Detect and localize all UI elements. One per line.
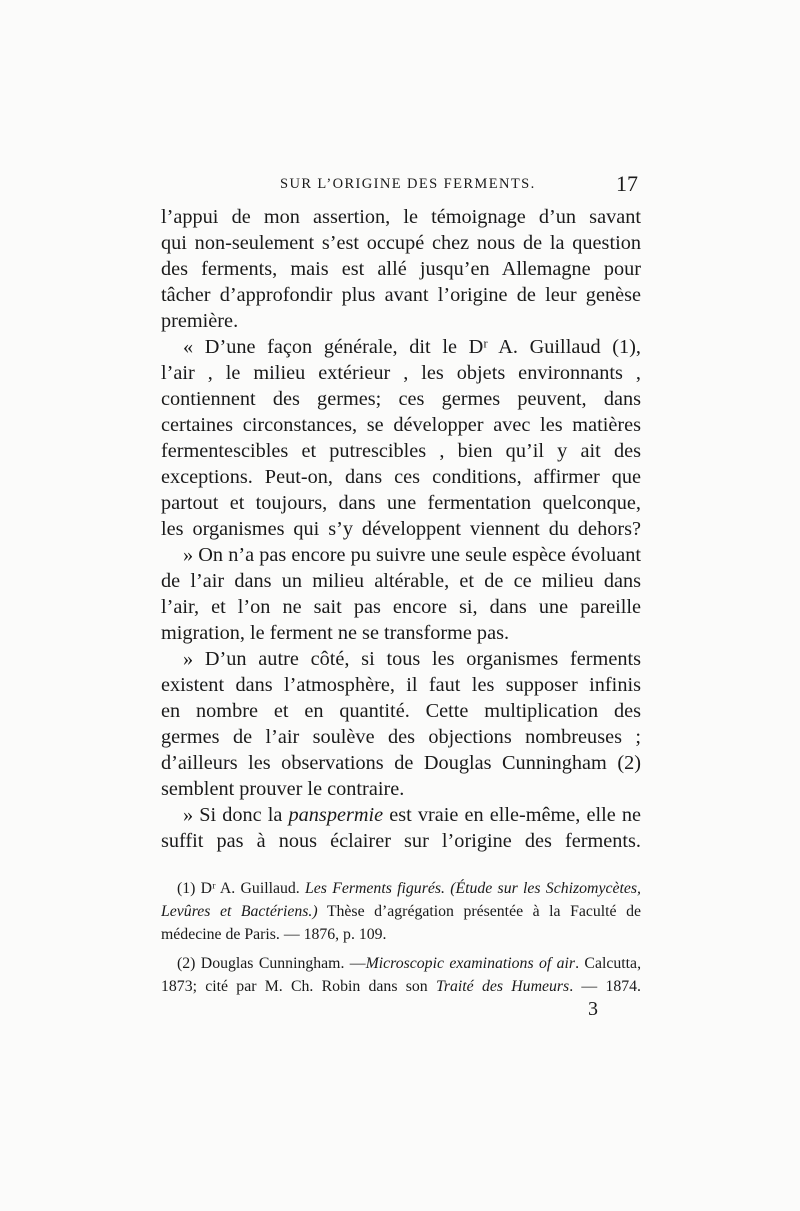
text-line: migration, le ferment ne se transforme pas.	[161, 622, 510, 644]
footnote-fragment: (2) Douglas Cunningham. —	[177, 955, 366, 972]
text-line: existent dans l’atmosphère, il faut les supposer infinis	[161, 674, 641, 696]
footnote-italic: Traité des Humeurs	[435, 978, 570, 995]
footnote-line	[161, 877, 641, 900]
text-line: contiennent des germes; ces germes peuvent, dans	[161, 388, 641, 410]
body-text	[161, 204, 641, 854]
text-line: l’air , le milieu extérieur , les objets environnants ,	[161, 362, 641, 384]
text-line: d’ailleurs les observations de Douglas Cunningham (2)	[161, 752, 641, 774]
text-fragment: » Si donc la	[183, 804, 289, 826]
italic-term: panspermie	[288, 804, 384, 826]
text-line: semblent prouver le contraire.	[161, 778, 405, 800]
text-line: l’appui de mon assertion, le témoignage d’un savant	[161, 206, 641, 228]
footnote-italic: Levûres et Bactériens.)	[161, 903, 318, 920]
footnote-fragment: . Calcutta,	[575, 955, 641, 972]
text-line	[161, 802, 641, 828]
text-line: tâcher d’approfondir plus avant l’origine de leur genèse	[161, 284, 641, 306]
page-number: 17	[616, 171, 638, 196]
running-title: SUR L’ORIGINE DES FERMENTS.	[280, 176, 536, 192]
footnote-fragment: Thèse d’agrégation présentée à la Faculté de	[317, 903, 641, 920]
footnote-line	[161, 900, 641, 923]
text-line: des ferments, mais est allé jusqu’en Allemagne pour	[161, 258, 641, 280]
text-line: » On n’a pas encore pu suivre une seule espèce évoluant	[183, 544, 641, 566]
text-line: qui non-seulement s’est occupé chez nous de la question	[161, 232, 641, 254]
footnote-line	[161, 975, 641, 998]
footnote-fragment: 1873; cité par M. Ch. Robin dans son	[161, 978, 436, 995]
text-line: « D’une façon générale, dit le Dʳ A. Guillaud (1),	[183, 336, 641, 358]
running-head	[160, 171, 640, 198]
text-line: première.	[161, 310, 239, 332]
text-line: partout et toujours, dans une fermentation quelconque,	[161, 492, 641, 514]
signature-mark: 3	[588, 998, 598, 1020]
text-line: certaines circonstances, se développer avec les matières	[161, 414, 641, 436]
footnote-fragment: . — 1874.	[569, 978, 641, 995]
text-line: en nombre et en quantité. Cette multiplication des	[161, 700, 641, 722]
text-line: germes de l’air soulève des objections nombreuses ;	[161, 726, 641, 748]
text-fragment: est vraie en elle-même, elle ne	[383, 804, 641, 826]
footnote-fragment: (1) Dʳ A. Guillaud.	[177, 880, 305, 897]
text-line: suffit pas à nous éclairer sur l’origine des ferments.	[161, 830, 641, 852]
text-line: exceptions. Peut-on, dans ces conditions, affirmer que	[161, 466, 641, 488]
footnote-line: médecine de Paris. — 1876, p. 109.	[161, 926, 387, 943]
text-line: fermentescibles et putrescibles , bien qu’il y ait des	[161, 440, 641, 462]
text-line: les organismes qui s’y développent viennent du dehors?	[161, 518, 641, 540]
footnote-italic: Les Ferments figurés. (Étude sur les Schizomycètes,	[305, 880, 641, 897]
footnote-italic: Microscopic examinations of air	[365, 955, 576, 972]
footnote-line	[161, 952, 641, 975]
text-line: de l’air dans un milieu altérable, et de ce milieu dans	[161, 570, 641, 592]
footnotes	[161, 877, 641, 998]
text-line: l’air, et l’on ne sait pas encore si, dans une pareille	[161, 596, 641, 618]
text-line: » D’un autre côté, si tous les organismes ferments	[183, 648, 641, 670]
